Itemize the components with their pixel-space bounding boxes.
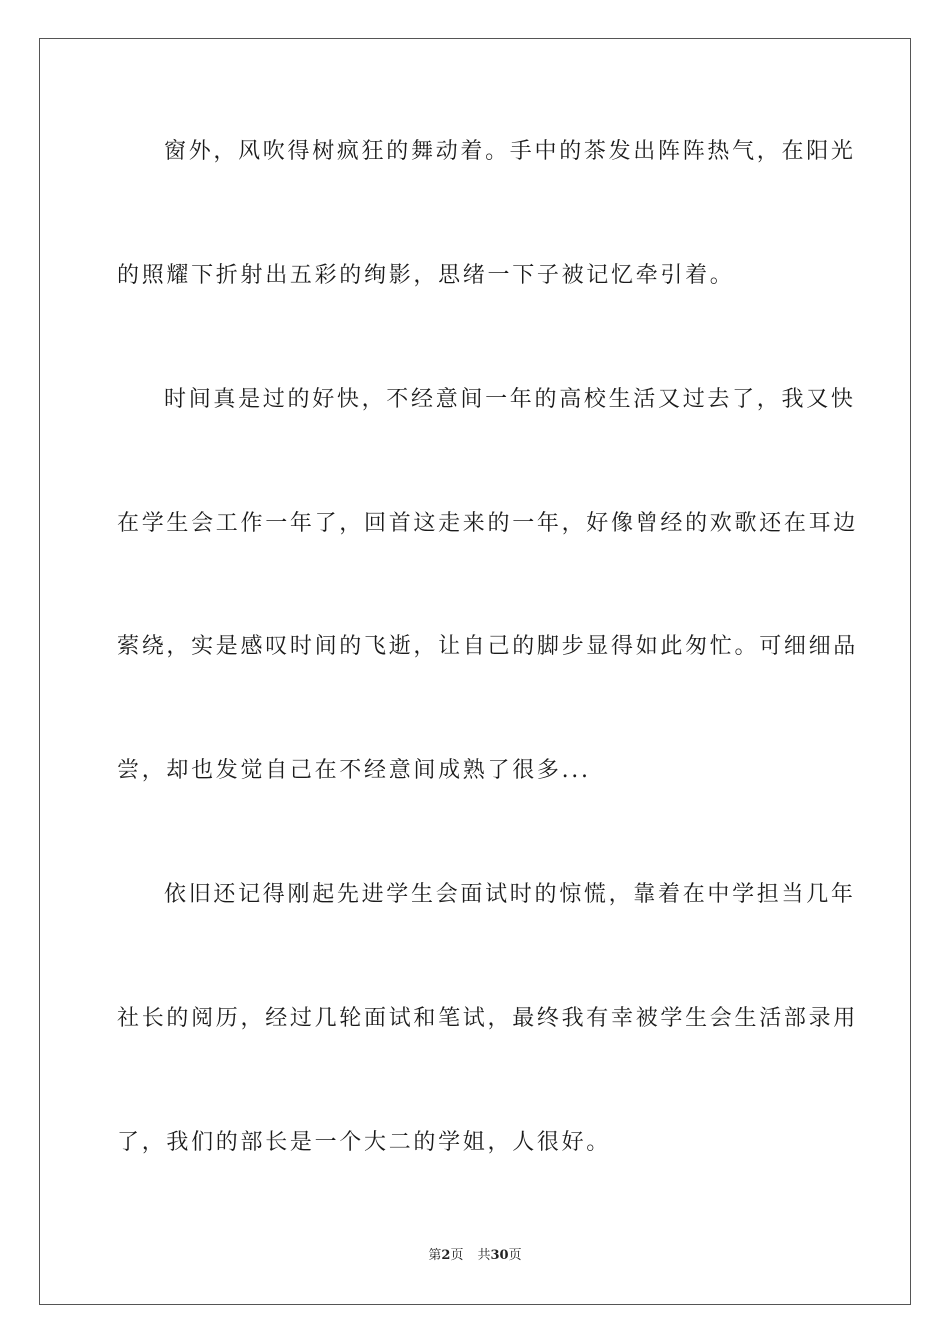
paragraph-line: 萦绕，实是感叹时间的飞逝，让自己的脚步显得如此匆忙。可细细品 bbox=[117, 634, 859, 659]
paragraph-line: 在学生会工作一年了，回首这走来的一年，好像曾经的欢歌还在耳边 bbox=[117, 511, 859, 536]
page-border bbox=[39, 38, 911, 1305]
paragraph-line: 社长的阅历，经过几轮面试和笔试，最终我有幸被学生会生活部录用 bbox=[117, 1006, 859, 1031]
paragraph-line: 尝，却也发觉自己在不经意间成熟了很多... bbox=[117, 758, 591, 783]
paragraph-line: 了，我们的部长是一个大二的学姐，人很好。 bbox=[117, 1130, 612, 1155]
paragraph-line: 的照耀下折射出五彩的绚影，思绪一下子被记忆牵引着。 bbox=[117, 263, 735, 288]
page-footer bbox=[0, 1247, 950, 1265]
page-number-label: 第2页 bbox=[428, 1248, 464, 1263]
paragraph-line: 窗外，风吹得树疯狂的舞动着。手中的茶发出阵阵热气，在阳光 bbox=[164, 139, 856, 164]
paragraph-line: 时间真是过的好快，不经意间一年的高校生活又过去了，我又快 bbox=[164, 387, 856, 412]
paragraph-line: 依旧还记得刚起先进学生会面试时的惊慌，靠着在中学担当几年 bbox=[164, 882, 856, 907]
page-total-label: 共30页 bbox=[477, 1248, 522, 1263]
